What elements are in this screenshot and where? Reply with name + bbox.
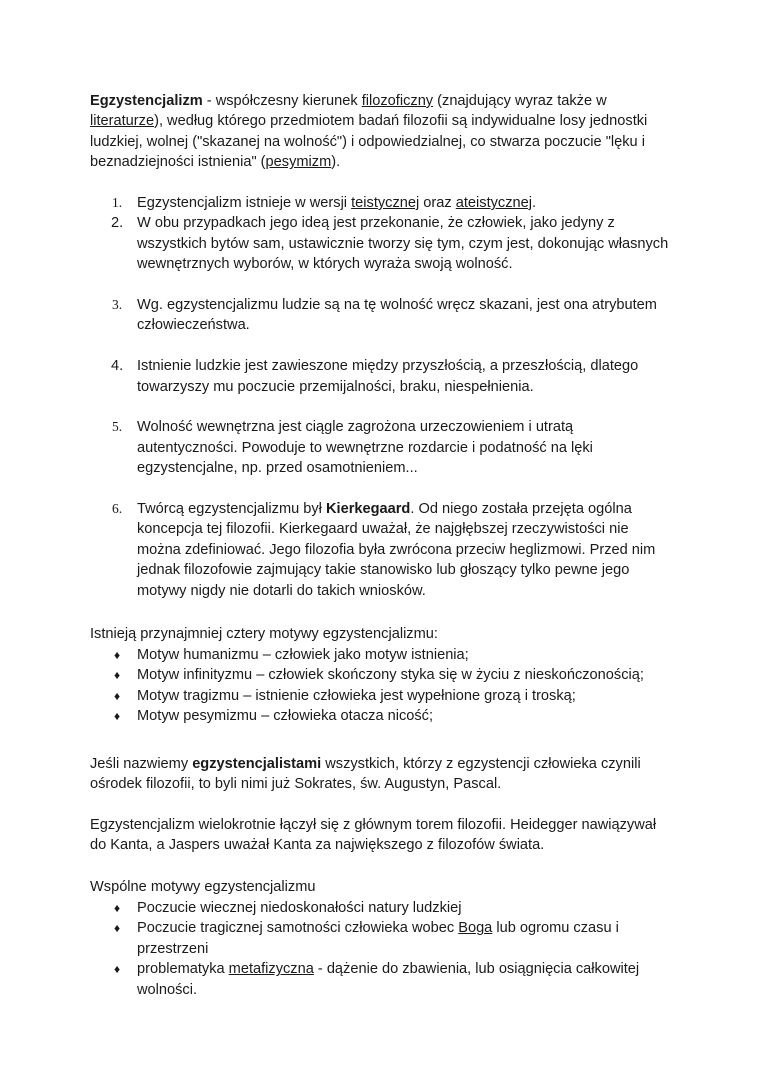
motif-item [90,686,670,706]
common-text: Poczucie tragicznej samotności człowieka wobec [137,920,459,937]
diamond-bullet-icon: ♦ [114,648,121,662]
para-text: wszystkich, którzy z egzystencji człowieka czynili ośrodek filozofii, to byli nimi już Sokrates, św. Augustyn, Pascal. [90,756,641,793]
link-pesymizm[interactable]: pesymizm [265,154,332,171]
common-text: lub ogromu czasu i przestrzeni [137,920,619,957]
para-text: Jeśli nazwiemy [90,756,193,772]
item-number: 6. [112,501,123,517]
numbered-list [90,193,670,601]
item-text: . [532,195,537,211]
common-motifs-list [90,898,670,1000]
diamond-bullet-icon: ♦ [114,668,121,683]
kierkegaard-bold: Kierkegaard [325,501,411,518]
diamond-bullet-icon: ♦ [114,709,121,724]
intro-paragraph [90,91,670,173]
item-text: Wolność wewnętrzna jest ciągle zagrożona urzeczowieniem i utratą autentyczności. Powoduje to wewnętrzne rozdarcie i podatność na lęki egzystencjalne, np. przed osamotnieniem... [137,419,593,477]
diamond-bullet-icon: ♦ [114,901,121,915]
link-boga[interactable]: Boga [458,920,493,937]
motifs-list [90,645,670,727]
link-literaturze[interactable]: literaturze [90,113,155,130]
term-bold: Egzystencjalizm [90,93,203,109]
numbered-item-3 [90,295,670,336]
numbered-item-6 [90,499,670,601]
common-motifs-heading: Wspólne motywy egzystencjalizmu [90,879,316,895]
diamond-bullet-icon: ♦ [114,921,121,936]
item-text: Twórcą egzystencjalizmu był [137,501,326,518]
intro-text: ), według którego przedmiotem badań filozofii są indywidualne losy jednostki ludzkiej, wolnej ("skazanej na wolność") i odpowiedzialnej, co stwarza poczucie "lęku i beznadziejności istnienia" ( [90,113,648,171]
numbered-item-4 [90,356,670,397]
motif-item [90,645,670,665]
item-number: 4. [111,358,124,375]
numbered-item-2 [90,213,670,274]
diamond-bullet-icon: ♦ [114,688,121,703]
motif-text: Motyw tragizmu – istnienie człowieka jest wypełnione grozą i troską; [137,687,576,704]
diamond-bullet-icon: ♦ [114,962,121,977]
numbered-item-5 [90,417,670,478]
item-text: oraz [419,195,456,211]
motif-text: Motyw humanizmu – człowiek jako motyw istnienia; [137,647,469,663]
common-text: problematyka [137,961,229,978]
motif-text: Motyw infinityzmu – człowiek skończony styka się w życiu z nieskończonością; [137,667,644,684]
link-ateistycznej[interactable]: ateistycznej [455,195,532,211]
motif-item [90,706,670,726]
intro-text: - współczesny kierunek [202,93,362,109]
numbered-item-1 [90,193,670,213]
item-text: Egzystencjalizm istnieje w wersji [137,195,352,211]
item-text: Wg. egzystencjalizmu ludzie są na tę wolność wręcz skazani, jest ona atrybutem człowieczeństwa. [137,297,657,334]
common-motif-item [90,959,670,1000]
item-number: 2. [111,215,124,232]
motifs-heading: Istnieją przynajmniej cztery motywy egzystencjalizmu: [90,626,438,642]
egzystencjalistami-bold: egzystencjalistami [192,756,322,772]
motif-text: Motyw pesymizmu – człowieka otacza nicość; [137,708,434,725]
intro-text: (znajdujący wyraz także w [433,93,607,109]
common-motif-item [90,898,670,918]
motif-item [90,665,670,685]
sokrates-paragraph [90,754,670,795]
link-metafizyczna[interactable]: metafizyczna [228,961,314,978]
heidegger-paragraph: Egzystencjalizm wielokrotnie łączył się z głównym torem filozofii. Heidegger nawiązywał do Kanta, a Jaspers uważał Kanta za największego z filozofów świata. [90,817,657,854]
common-motif-item [90,918,670,959]
item-text: W obu przypadkach jego ideą jest przekonanie, że człowiek, jako jedyny z wszystkich bytów sam, ustawicznie tworzy się tym, czym jest, dokonując własnych wewnętrznych wyborów, w których wyraża swoją wolność. [137,215,669,273]
item-number: 1. [112,195,123,210]
item-number: 5. [112,419,123,435]
item-text: . Od niego została przejęta ogólna koncepcja tej filozofii. Kierkegaard uważał, że najgłębszej rzeczywistości nie można zdefiniować. Jego filozofia była zwrócona przeciw heglizmowi. Przed nim jednak filozofowie zajmujący takie stanowisko lub głoszący tylko pewne jego motywy nigdy nie dotarli do takich wniosków. [137,501,656,599]
link-filozoficzny[interactable]: filozoficzny [361,93,434,109]
common-text: Poczucie wiecznej niedoskonałości natury ludzkiej [137,900,462,916]
intro-text: ). [331,154,341,171]
item-number: 3. [112,297,123,313]
common-text: - dążenie do zbawienia, lub osiągnięcia całkowitej wolności. [137,961,640,998]
item-text: Istnienie ludzkie jest zawieszone między przyszłością, a przeszłością, dlatego towarzyszy mu poczucie przemijalności, braku, niespełnienia. [137,358,639,395]
link-teistycznej[interactable]: teistycznej [351,195,420,211]
